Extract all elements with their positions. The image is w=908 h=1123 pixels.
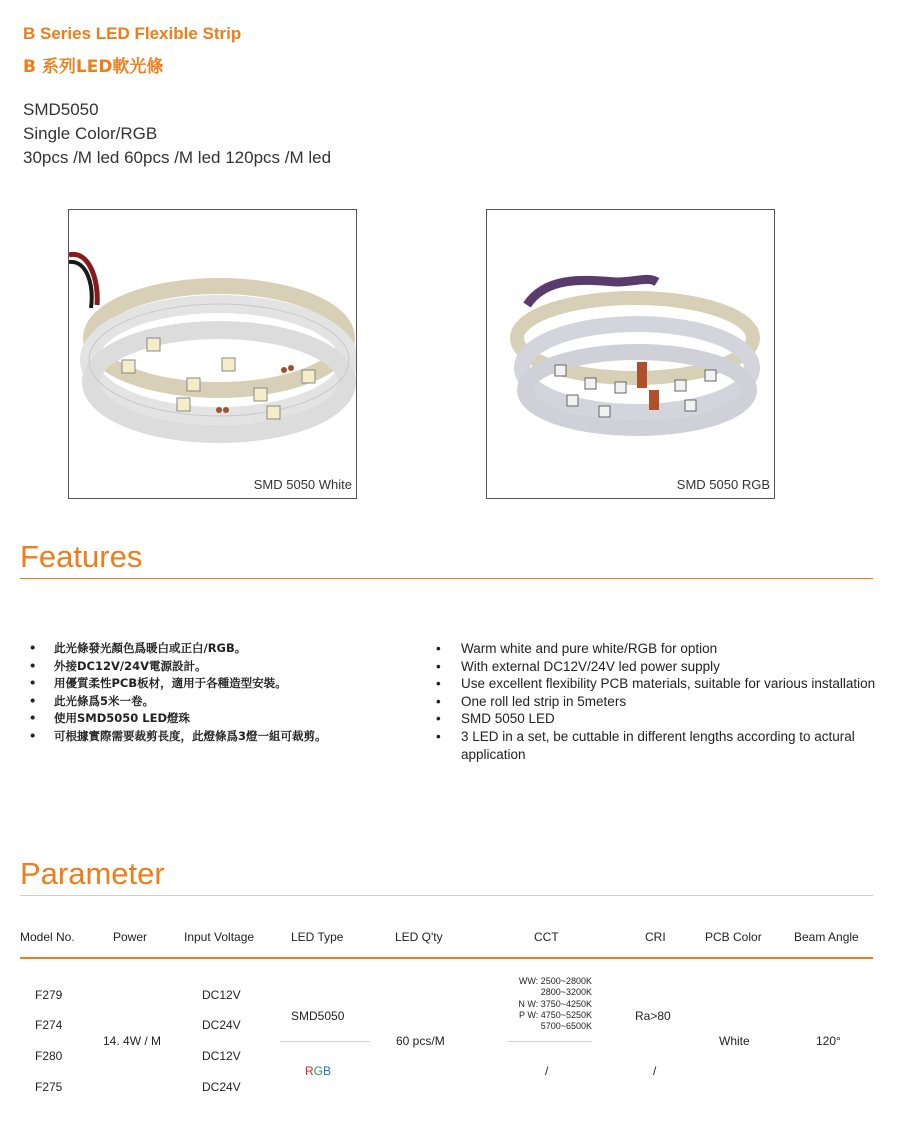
table-cell-model: F279 [35,988,63,1002]
table-cell-voltage: DC12V [202,988,241,1002]
spec-line-model: SMD5050 [23,100,99,119]
feature-item-zh: • 用優質柔性PCB板材，適用于各種造型安裝。 [27,675,397,693]
feature-item-en: • 3 LED in a set, be cuttable in different lengths according to actural application [434,728,904,763]
col-header-power: Power [113,930,148,944]
table-cell-led-type-white: SMD5050 [291,1009,345,1023]
feature-item-en: • Use excellent flexibility PCB materials, suitable for various installation [434,675,904,693]
table-cell-model: F280 [35,1049,63,1063]
feature-item-zh: • 外接DC12V/24V電源設計。 [27,658,397,676]
col-header-led-qty: LED Q'ty [395,930,443,944]
cct-line: WW: 2500~2800K [518,976,592,986]
feature-item-en: • One roll led strip in 5meters [434,693,904,711]
table-cell-cct [498,976,592,1032]
led-strip-white-image [69,210,356,498]
feature-item-zh: • 此光條發光顏色爲暖白或正白/RGB。 [27,640,397,658]
rgb-letter-b: B [323,1064,332,1078]
cct-line: 5700~6500K [540,1021,592,1032]
cct-line: P W: 4750~5250K [519,1009,592,1020]
table-cell-power: 14. 4W / M [103,1034,162,1048]
table-cell-led-qty: 60 pcs/M [396,1034,445,1048]
feature-item-zh: • 此光條爲5米一卷。 [27,693,397,711]
table-header-divider [20,957,873,959]
feature-item-zh: • 可根據實際需要裁剪長度，此燈條爲3燈一組可裁剪。 [27,728,397,746]
photo-caption-rgb: SMD 5050 RGB [676,477,770,492]
col-header-beam: Beam Angle [794,930,859,944]
feature-item-en: • Warm white and pure white/RGB for option [434,640,904,658]
led-strip-rgb-image [487,210,774,498]
features-heading: Features [20,539,143,574]
photo-smd5050-white [68,209,357,499]
col-header-voltage: Input Voltage [184,930,255,944]
title-english: B Series LED Flexible Strip [23,24,242,43]
spec-line-color: Single Color/RGB [23,124,158,143]
col-header-cri: CRI [645,930,666,944]
features-divider [20,578,873,579]
col-header-model: Model No. [20,930,75,944]
table-cell-led-type-rgb [305,1064,331,1078]
col-header-cct: CCT [534,930,559,944]
table-cell-cct-rgb: / [545,1064,549,1078]
led-type-divider [280,1041,370,1042]
cct-line: 2800~3200K [540,987,592,998]
rgb-letter-r: R [305,1064,314,1078]
features-list-english [434,640,904,763]
feature-item-en: • With external DC12V/24V led power supply [434,658,904,676]
table-cell-voltage: DC12V [202,1049,241,1063]
table-cell-cri-rgb: / [653,1064,657,1078]
table-cell-pcb-color: White [719,1034,750,1048]
table-cell-cri-white: Ra>80 [635,1009,671,1023]
col-header-pcb: PCB Color [705,930,762,944]
table-cell-voltage: DC24V [202,1018,241,1032]
features-list-chinese [27,640,397,746]
table-cell-model: F274 [35,1018,63,1032]
table-cell-voltage: DC24V [202,1080,241,1094]
cct-line: N W: 3750~4250K [518,998,592,1009]
col-header-led-type: LED Type [291,930,344,944]
parameter-divider [20,895,873,896]
title-chinese: B 系列LED軟光條 [23,57,164,77]
feature-item-en: • SMD 5050 LED [434,710,904,728]
photo-caption-white: SMD 5050 White [253,477,352,492]
spec-line-density: 30pcs /M led 60pcs /M led 120pcs /M led [23,148,332,167]
feature-item-zh: • 使用SMD5050 LED燈珠 [27,710,397,728]
table-cell-model: F275 [35,1080,63,1094]
cct-divider [508,1041,592,1042]
photo-smd5050-rgb [486,209,775,499]
parameter-heading: Parameter [20,856,165,891]
table-cell-beam-angle: 120° [816,1034,841,1048]
rgb-letter-g: G [313,1064,324,1078]
